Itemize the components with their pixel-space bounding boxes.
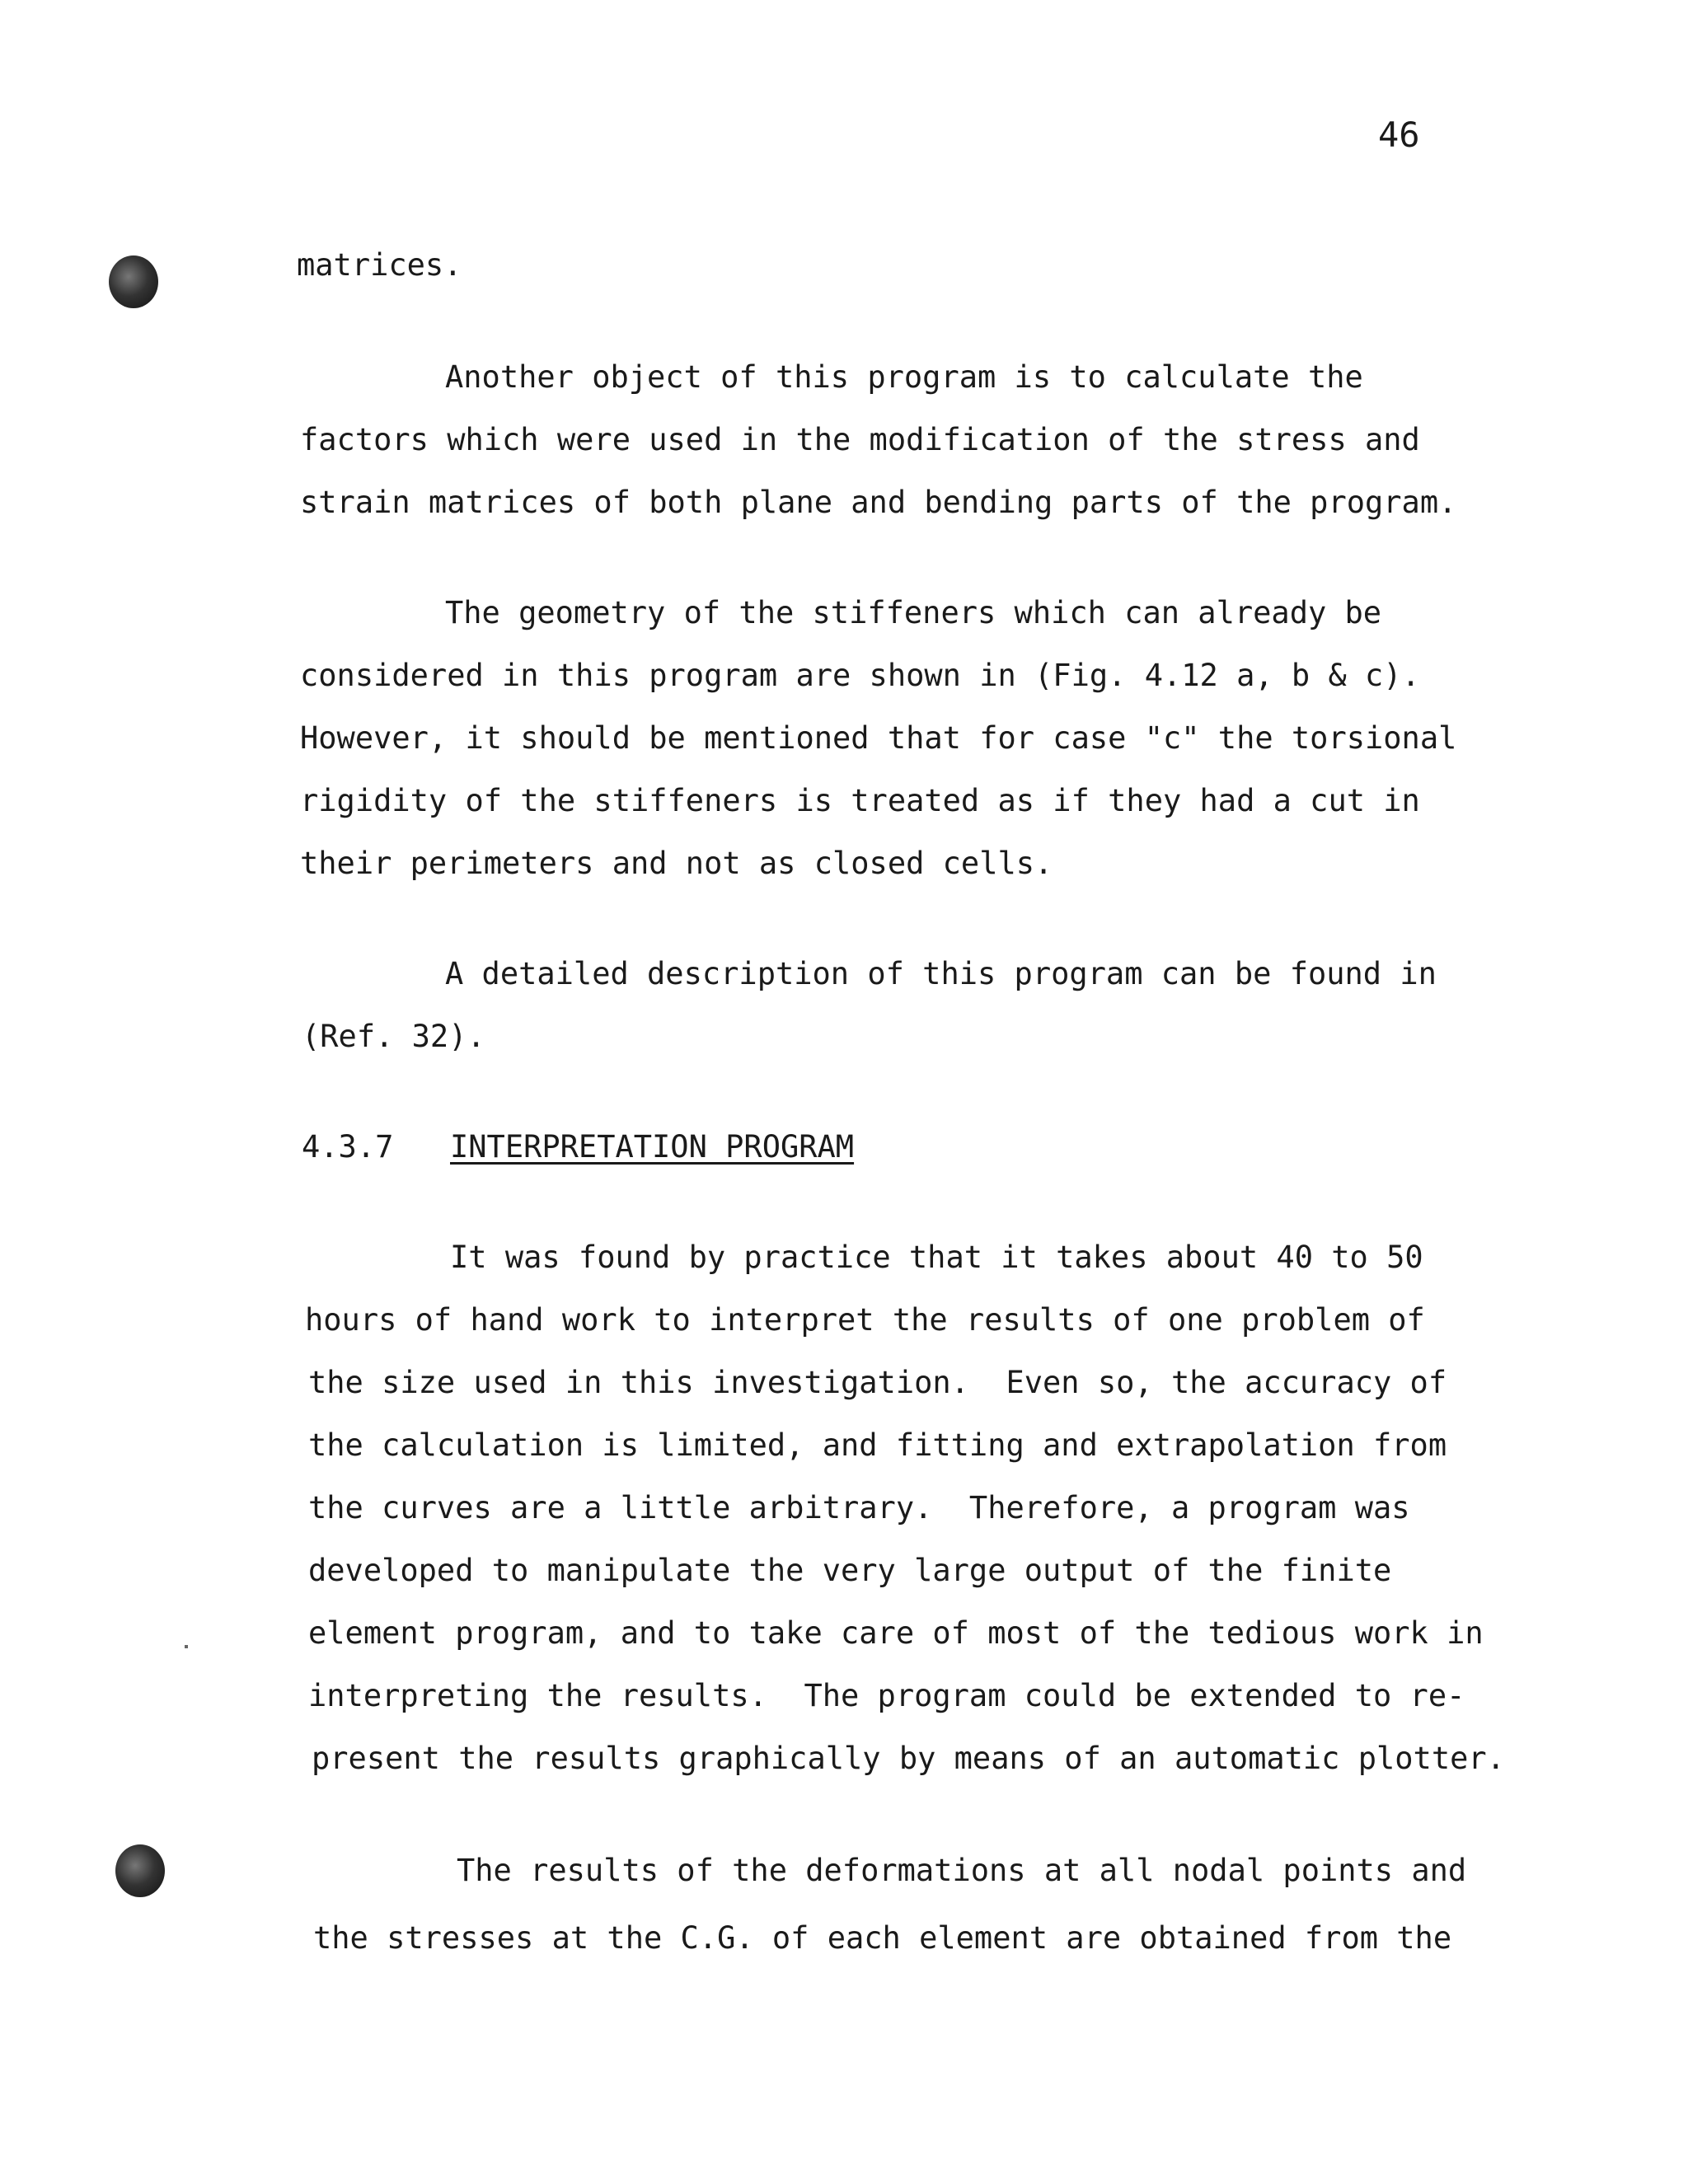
text-line: However, it should be mentioned that for case "c" the torsional (300, 720, 1457, 756)
text-line: hours of hand work to interpret the results of one problem of (305, 1302, 1425, 1338)
text-line: It was found by practice that it takes about 40 to 50 (450, 1240, 1423, 1275)
text-line: rigidity of the stiffeners is treated as if they had a cut in (300, 783, 1420, 818)
text-line: The results of the deformations at all nodal points and (457, 1853, 1467, 1888)
text-line: matrices. (297, 247, 462, 283)
text-line: developed to manipulate the very large output of the finite (308, 1553, 1392, 1588)
text-line: the calculation is limited, and fitting and extrapolation from (308, 1427, 1447, 1463)
section-number: 4.3.7 (302, 1129, 394, 1165)
text-line: element program, and to take care of most of the tedious work in (308, 1615, 1484, 1651)
text-line: the curves are a little arbitrary. Therefore, a program was (308, 1490, 1410, 1526)
page-number: 46 (1378, 115, 1420, 155)
text-line: their perimeters and not as closed cells. (300, 846, 1053, 881)
text-line: (Ref. 32). (302, 1019, 485, 1054)
text-line: strain matrices of both plane and bending parts of the program. (300, 485, 1457, 520)
text-line: present the results graphically by means of an automatic plotter. (312, 1741, 1505, 1776)
text-line: Another object of this program is to calculate the (445, 359, 1363, 395)
text-line: The geometry of the stiffeners which can already be (445, 595, 1382, 630)
text-line: interpreting the results. The program could be extended to re- (308, 1678, 1465, 1713)
punch-hole-bottom (115, 1844, 165, 1897)
text-line: factors which were used in the modification of the stress and (300, 422, 1420, 457)
margin-speck (185, 1645, 188, 1648)
text-line: the stresses at the C.G. of each element are obtained from the (313, 1920, 1452, 1956)
section-heading: INTERPRETATION PROGRAM (450, 1129, 855, 1165)
text-line: A detailed description of this program can be found in (445, 956, 1437, 991)
punch-hole-top (109, 255, 158, 308)
text-line: considered in this program are shown in (Fig. 4.12 a, b & c). (300, 658, 1420, 693)
text-line: the size used in this investigation. Even so, the accuracy of (308, 1365, 1447, 1400)
